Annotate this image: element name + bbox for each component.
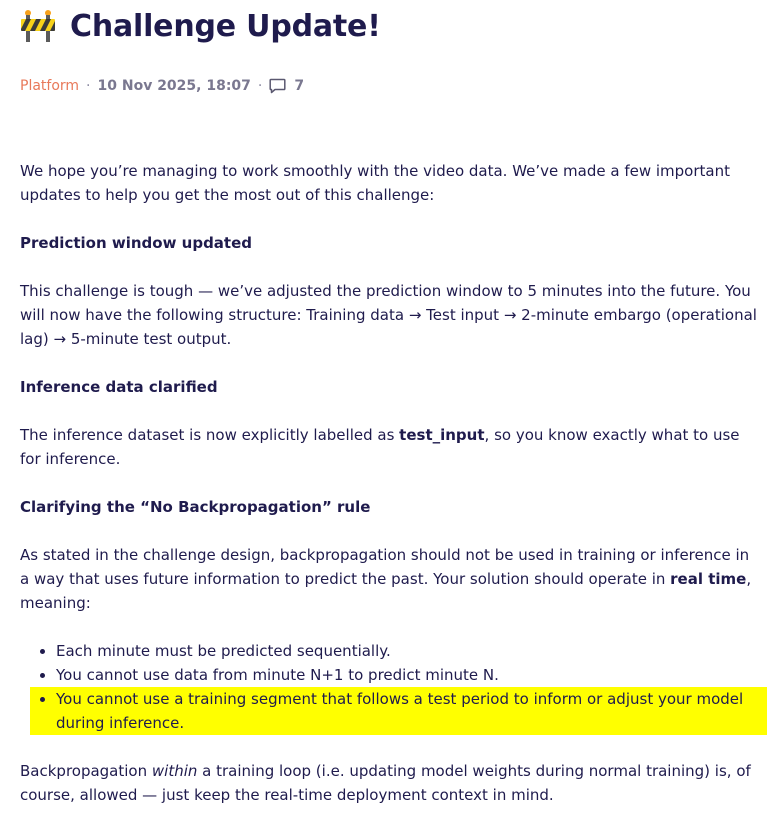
post-title: Challenge Update! <box>70 8 381 44</box>
section-heading-inference-data: Inference data clarified <box>20 378 218 396</box>
intro-paragraph: We hope you’re managing to work smoothly with the video data. We’ve made a few important updates to help you get the most out of this challenge: <box>20 162 730 204</box>
section-text-inference-data <box>20 423 762 471</box>
category-link[interactable]: Platform <box>20 78 80 94</box>
list-item-highlighted: You cannot use a training segment that follows a test period to inform or adjust your model during inference. <box>30 687 767 735</box>
text-fragment: , so you know exactly what to use for inference. <box>20 426 740 468</box>
post-body <box>20 159 762 831</box>
emphasis-real-time: real time <box>670 570 747 588</box>
section-text-prediction-window: This challenge is tough — we’ve adjusted the prediction window to 5 minutes into the future. You will now have the following structure: Training data → Test input → 2-minute embargo (operational lag) → 5-minute test output. <box>20 282 757 348</box>
text-fragment: As stated in the challenge design, backpropagation should not be used in training or inference in a way that uses future information to predict the past. Your solution should operate in <box>20 546 750 588</box>
section-heading-no-backprop: Clarifying the “No Backpropagation” rule <box>20 498 371 516</box>
comment-count[interactable]: 7 <box>294 78 305 94</box>
text-fragment: Backpropagation <box>20 762 152 780</box>
post-date: 10 Nov 2025, 18:07 <box>97 78 251 94</box>
emphasis-within: within <box>151 762 198 780</box>
text-fragment: a training loop (i.e. updating model weights during normal training) is, of course, allowed — just keep the real-time deployment context in mind. <box>20 762 751 804</box>
section-text-no-backprop <box>20 543 762 615</box>
meta-separator: · <box>257 78 263 94</box>
comment-icon[interactable] <box>269 78 286 94</box>
post-meta <box>20 75 304 97</box>
list-item: Each minute must be predicted sequentially. <box>20 639 762 663</box>
text-fragment: , meaning: <box>20 570 752 612</box>
post-header <box>20 3 381 49</box>
code-term-test-input: test_input <box>399 426 485 444</box>
list-item: You cannot use data from minute N+1 to predict minute N. <box>20 663 762 687</box>
text-fragment: The inference dataset is now explicitly labelled as <box>20 426 400 444</box>
meta-separator: · <box>86 78 91 94</box>
section-heading-prediction-window: Prediction window updated <box>20 234 253 252</box>
closing-paragraph <box>20 759 762 807</box>
construction-barrier-icon <box>20 8 56 44</box>
rules-list <box>20 639 762 735</box>
